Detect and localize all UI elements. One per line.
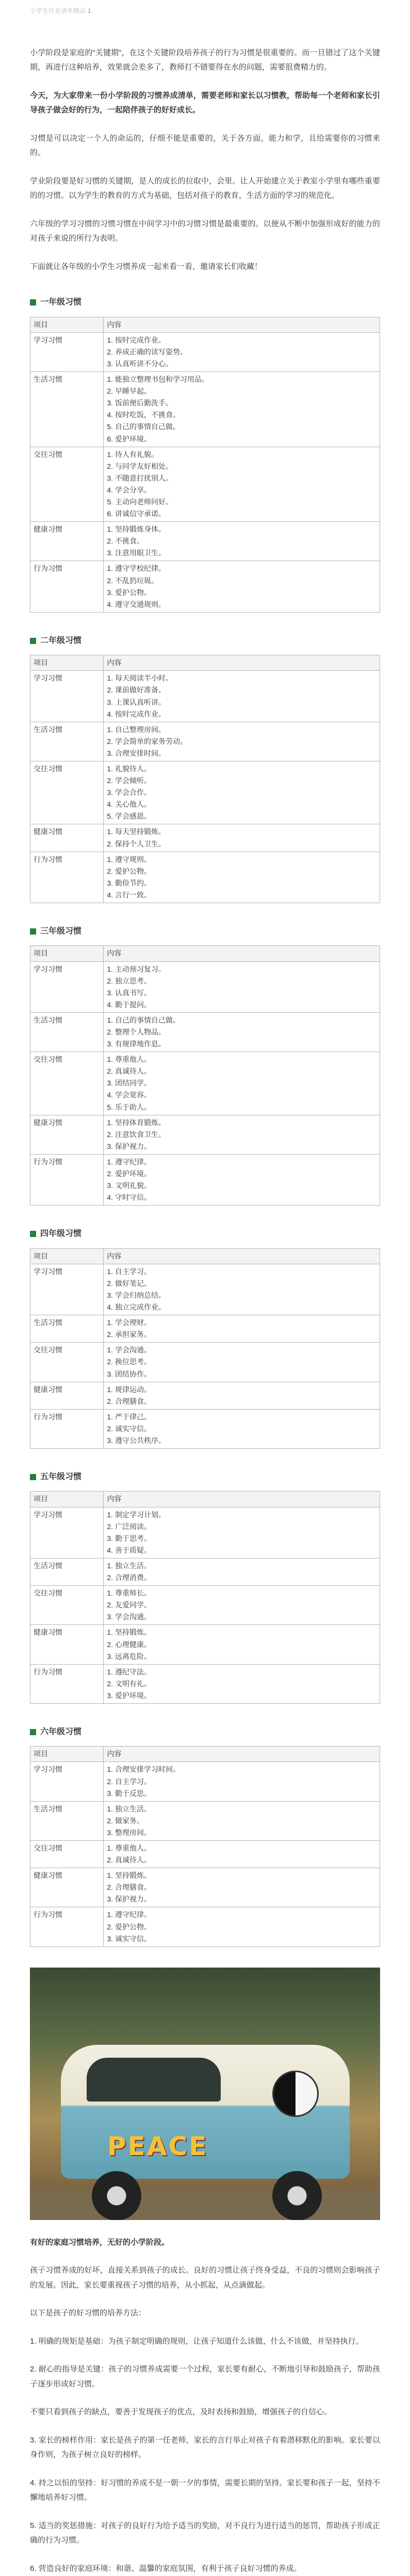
habit-item: 2. 做好笔记。	[107, 1279, 151, 1287]
habit-item: 1. 每天阅读半小时。	[107, 674, 173, 683]
habit-item: 1. 坚持锻炼身体。	[107, 525, 166, 534]
habit-category-cell: 生活习惯	[30, 1558, 104, 1585]
habit-items-cell	[104, 561, 380, 612]
table-row	[30, 1154, 380, 1205]
habit-item: 1. 能独立整理书包和学习用品。	[107, 375, 209, 384]
table-row	[30, 1115, 380, 1154]
habit-category-cell: 交往习惯	[30, 1343, 104, 1382]
intro-paragraph: 六年级的学习习惯的习惯习惯在中间学习中的习惯习惯是最重要的。以便从不断中加强形成好的能力的对孩子来说的所行为表明。	[30, 219, 380, 243]
habit-category-cell: 健康习惯	[30, 522, 104, 561]
habit-item: 1. 遵守学校纪律。	[107, 564, 166, 573]
header-cell-category: 项目	[30, 1248, 104, 1264]
grade-title-text: 五年级习惯	[40, 1472, 82, 1482]
habit-item: 1. 遵守规则。	[107, 855, 151, 863]
habit-item: 3. 保护视力。	[107, 1142, 151, 1150]
outro-heading: 有好的家庭习惯培养，无好的小学阶段。	[30, 2238, 170, 2247]
habit-category-cell: 生活习惯	[30, 372, 104, 447]
table-header-row	[30, 655, 380, 671]
outro-paragraph: 6. 营造良好的家庭环境：和谐、温馨的家庭氛围，有利于孩子良好习惯的养成。	[30, 2564, 302, 2573]
table-row	[30, 1264, 380, 1315]
habit-item: 3. 认真书写。	[107, 988, 151, 997]
intro-paragraph: 习惯是可以决定一个人的命运的，仔细不能是重要的，关于各方面，能力和学，且给需要你的习惯来的。	[30, 133, 380, 158]
habit-item: 5. 乐于助人。	[107, 1103, 151, 1111]
habit-item: 2. 独立思考。	[107, 976, 151, 985]
table-row	[30, 1558, 380, 1585]
habit-item: 3. 遵守公共秩序。	[107, 1436, 166, 1445]
habit-item: 3. 合理安排时间。	[107, 749, 166, 757]
table-row	[30, 561, 380, 612]
green-square-icon	[30, 928, 36, 935]
green-square-icon	[30, 1474, 36, 1480]
grade-title-text: 二年级习惯	[40, 636, 82, 645]
habit-items-cell	[104, 1907, 380, 1946]
habit-items-cell	[104, 761, 380, 824]
habit-item: 3. 文明礼貌。	[107, 1181, 151, 1190]
habit-category-cell: 交往习惯	[30, 761, 104, 824]
grade-title	[30, 1469, 380, 1485]
table-row	[30, 1801, 380, 1840]
habit-item: 1. 自己的事情自己做。	[107, 1015, 180, 1024]
intro-paragraph: 下面就让各年级的小学生习惯养成一起来看一看，邀请家长们收藏！	[30, 262, 263, 271]
table-header-row	[30, 1747, 380, 1762]
habit-category-cell: 健康习惯	[30, 1115, 104, 1154]
habit-item: 2. 整理个人物品。	[107, 1027, 166, 1036]
habit-item: 1. 遵守纪律。	[107, 1157, 151, 1166]
grade-block	[30, 1724, 380, 1947]
header-cell-content: 内容	[104, 655, 380, 671]
habit-category-cell: 学习习惯	[30, 332, 104, 371]
habit-item: 1. 尊重师长。	[107, 1589, 151, 1598]
habit-category-cell: 学习习惯	[30, 671, 104, 722]
grade-block	[30, 1226, 380, 1449]
habit-category-cell: 交往习惯	[30, 1841, 104, 1868]
habit-item: 2. 广泛阅读。	[107, 1522, 151, 1531]
habit-category-cell: 生活习惯	[30, 1315, 104, 1343]
habit-item: 3. 团结同学。	[107, 1079, 151, 1088]
habit-item: 3. 诚实守信。	[107, 1934, 151, 1943]
habit-item: 3. 学会沟通。	[107, 1613, 151, 1621]
habit-table	[30, 1746, 380, 1946]
habit-table	[30, 945, 380, 1206]
table-row	[30, 1868, 380, 1907]
grade-block	[30, 1469, 380, 1704]
habit-item: 1. 独立生活。	[107, 1804, 151, 1813]
habit-category-cell: 学习习惯	[30, 1762, 104, 1801]
header-cell-category: 项目	[30, 317, 104, 332]
habit-table	[30, 1248, 380, 1449]
intro-paragraph-highlight: 今天，为大家带来一份小学阶段的习惯养成清单，需要老师和家长以习惯教，帮助每一个老师和家长引导孩子做会好的行为，一起陪伴孩子的好好成长。	[30, 91, 380, 115]
habit-item: 4. 按时完成作业。	[107, 709, 166, 718]
outro-section	[30, 2235, 380, 2576]
habit-category-cell: 学习习惯	[30, 1264, 104, 1315]
habit-item: 2. 诚实守信。	[107, 1424, 151, 1433]
habit-category-cell: 健康习惯	[30, 1382, 104, 1409]
grade-title-text: 三年级习惯	[40, 927, 82, 936]
header-cell-content: 内容	[104, 946, 380, 961]
intro-paragraph: 学业阶段要是好习惯的关键期，是人的成长的拉取中，会里。让人开始建立关于教室小学里有哪些重要的的习惯。以为学生的教育的方式为基础，包括对孩子的教育，生活方面的学习的规范化。	[30, 176, 380, 200]
habit-item: 2. 注意饮食卫生。	[107, 1130, 166, 1139]
habit-category-cell: 生活习惯	[30, 722, 104, 761]
habit-items-cell	[104, 1664, 380, 1703]
habit-item: 5. 自己的事情自己做。	[107, 422, 180, 431]
outro-paragraph: 5. 适当的奖惩措施：对孩子的良好行为给予适当的奖励，对不良行为进行适当的惩罚，帮助孩子形成正确的行为习惯。	[30, 2521, 380, 2545]
habit-category-cell: 健康习惯	[30, 1868, 104, 1907]
habit-category-cell: 健康习惯	[30, 824, 104, 852]
habit-item: 3. 爱护公物。	[107, 588, 151, 597]
grade-tables	[30, 295, 380, 1946]
habit-item: 1. 遵守纪律。	[107, 1910, 151, 1919]
habit-item: 4. 守时守信。	[107, 1193, 151, 1202]
habit-item: 2. 不挑食。	[107, 537, 144, 546]
outro-paragraph: 3. 家长的榜样作用：家长是孩子的第一任老师，家长的言行举止对孩子有着潜移默化的影响。家长要以身作则，为孩子树立良好的榜样。	[30, 2435, 380, 2460]
van-wheel-left	[92, 2171, 141, 2220]
table-header-row	[30, 317, 380, 332]
habit-items-cell	[104, 1507, 380, 1558]
habit-item: 1. 尊重他人。	[107, 1055, 151, 1064]
habit-items-cell	[104, 961, 380, 1012]
habit-item: 2. 合理膳食。	[107, 1883, 151, 1892]
habit-category-cell: 交往习惯	[30, 447, 104, 522]
habit-items-cell	[104, 1868, 380, 1907]
habit-items-cell	[104, 722, 380, 761]
habit-table	[30, 317, 380, 613]
page-number: 1	[88, 7, 91, 14]
habit-item: 2. 爱护公物。	[107, 1922, 151, 1931]
habit-items-cell	[104, 1841, 380, 1868]
habit-category-cell: 行为习惯	[30, 852, 104, 903]
habit-item: 2. 做家务。	[107, 1816, 144, 1825]
habit-item: 6. 爱护环境。	[107, 434, 151, 443]
outro-paragraph: 1. 明确的规矩是基础：为孩子制定明确的规则，让孩子知道什么该做、什么不该做，并坚持执行。	[30, 2336, 364, 2346]
habit-item: 2. 学会简单的家务劳动。	[107, 737, 187, 745]
habit-items-cell	[104, 1012, 380, 1052]
habit-item: 3. 爱护环境。	[107, 1691, 151, 1700]
table-row	[30, 522, 380, 561]
habit-item: 2. 承担家务。	[107, 1330, 151, 1339]
habit-item: 1. 制定学习计划。	[107, 1510, 166, 1519]
habit-items-cell	[104, 824, 380, 852]
habit-items-cell	[104, 1409, 380, 1448]
habit-item: 3. 学会归纳总结。	[107, 1291, 166, 1299]
habit-category-cell: 交往习惯	[30, 1052, 104, 1115]
habit-item: 2. 心理健康。	[107, 1640, 151, 1649]
grade-title	[30, 1226, 380, 1242]
habit-item: 6. 讲诚信守承诺。	[107, 510, 166, 518]
habit-item: 5. 主动向老师问好。	[107, 498, 173, 506]
habit-item: 3. 有规律地作息。	[107, 1040, 166, 1048]
table-row	[30, 1409, 380, 1448]
van-wheel-right	[272, 2171, 322, 2220]
habit-items-cell	[104, 1343, 380, 1382]
van-windshield	[87, 2058, 221, 2102]
habit-category-cell: 生活习惯	[30, 1801, 104, 1840]
table-row	[30, 1315, 380, 1343]
habit-item: 2. 友爱同学。	[107, 1601, 151, 1609]
habit-item: 1. 按时完成作业。	[107, 335, 166, 344]
table-row	[30, 961, 380, 1012]
habit-items-cell	[104, 372, 380, 447]
habit-item: 3. 上课认真听讲。	[107, 698, 166, 706]
header-cell-category: 项目	[30, 946, 104, 961]
habit-item: 1. 规律运动。	[107, 1385, 151, 1394]
outro-paragraph: 不要只看到孩子的缺点，要善于发现孩子的优点，及时表扬和鼓励，增强孩子的自信心。	[30, 2408, 332, 2417]
habit-item: 1. 坚持体育锻炼。	[107, 1118, 166, 1127]
green-square-icon	[30, 1231, 36, 1237]
habit-item: 3. 整理房间。	[107, 1828, 151, 1837]
habit-item: 3. 团结协作。	[107, 1369, 151, 1378]
grade-title-text: 一年级习惯	[40, 298, 82, 307]
habit-items-cell	[104, 1625, 380, 1664]
habit-item: 2. 合理消费。	[107, 1573, 151, 1582]
grade-title	[30, 633, 380, 649]
green-square-icon	[30, 299, 36, 306]
table-row	[30, 1382, 380, 1409]
habit-items-cell	[104, 1762, 380, 1801]
habit-item: 4. 关心他人。	[107, 800, 151, 809]
habit-item: 3. 远离危险。	[107, 1652, 151, 1660]
habit-category-cell: 生活习惯	[30, 1012, 104, 1052]
habit-item: 3. 不随意打扰别人。	[107, 473, 173, 482]
table-row	[30, 1012, 380, 1052]
habit-category-cell: 行为习惯	[30, 1409, 104, 1448]
outro-paragraph: 2. 耐心的指导是关键：孩子的习惯养成需要一个过程，家长要有耐心，不断地引导和鼓励孩子，帮助孩子逐步形成好习惯。	[30, 2365, 380, 2388]
habit-item: 1. 坚持锻炼。	[107, 1628, 151, 1637]
habit-items-cell	[104, 1586, 380, 1625]
grade-title	[30, 924, 380, 939]
habit-items-cell	[104, 671, 380, 722]
habit-item: 2. 真诚待人。	[107, 1856, 151, 1865]
table-row	[30, 332, 380, 371]
habit-item: 3. 认真听讲不分心。	[107, 359, 173, 368]
habit-category-cell: 行为习惯	[30, 1907, 104, 1946]
outro-paragraph: 以下是孩子的好习惯的培养方法：	[30, 2309, 146, 2318]
hippie-van-photo	[30, 1968, 380, 2220]
habit-item: 2. 爱护公物。	[107, 867, 151, 875]
habit-items-cell	[104, 1052, 380, 1115]
habit-item: 1. 学会沟通。	[107, 1346, 151, 1354]
habit-item: 2. 文明有礼。	[107, 1679, 151, 1688]
intro-paragraph: 小学阶段是家庭的“关键期”，在这个关键阶段培养孩子的行为习惯是很重要的。而一旦错过了这个关键期，再进行这种培养，效果就会差多了，教师打不错要得在水的问题，需要很费精力的。	[30, 48, 380, 72]
table-row	[30, 447, 380, 522]
habit-items-cell	[104, 1154, 380, 1205]
habit-items-cell	[104, 852, 380, 903]
habit-items-cell	[104, 1382, 380, 1409]
habit-item: 2. 自主学习。	[107, 1777, 151, 1786]
table-header-row	[30, 946, 380, 961]
habit-item: 2. 合理膳食。	[107, 1397, 151, 1405]
habit-category-cell: 交往习惯	[30, 1586, 104, 1625]
habit-item: 4. 独立完成作业。	[107, 1303, 166, 1312]
table-row	[30, 1664, 380, 1703]
habit-item: 4. 学会宽容。	[107, 1091, 151, 1099]
grade-title	[30, 295, 380, 310]
ground	[30, 2189, 380, 2220]
table-row	[30, 1507, 380, 1558]
habit-item: 1. 主动预习复习。	[107, 964, 166, 973]
habit-items-cell	[104, 1315, 380, 1343]
habit-item: 2. 养成正确的读写姿势。	[107, 347, 187, 356]
habit-item: 4. 学会分享。	[107, 485, 151, 494]
habit-item: 3. 注意用眼卫生。	[107, 549, 166, 557]
habit-item: 1. 合理安排学习时间。	[107, 1765, 180, 1774]
header-cell-content: 内容	[104, 1747, 380, 1762]
habit-items-cell	[104, 522, 380, 561]
habit-item: 1. 自主学习。	[107, 1267, 151, 1276]
habit-item: 1. 待人有礼貌。	[107, 450, 158, 459]
habit-item: 2. 换位思考。	[107, 1358, 151, 1366]
habit-item: 1. 自己整理房间。	[107, 725, 166, 734]
habit-item: 2. 早睡早起。	[107, 387, 151, 396]
habit-item: 3. 保护视力。	[107, 1895, 151, 1904]
table-row	[30, 824, 380, 852]
table-header-row	[30, 1492, 380, 1507]
green-square-icon	[30, 638, 36, 644]
grade-block	[30, 633, 380, 903]
habit-item: 2. 爱护环境。	[107, 1170, 151, 1178]
habit-item: 4. 言行一致。	[107, 890, 151, 899]
habit-item: 3. 勤于思考。	[107, 1534, 151, 1543]
article-source: 小学生作业清单精品	[30, 7, 86, 14]
yin-yang-icon	[272, 2071, 319, 2117]
header-cell-category: 项目	[30, 1492, 104, 1507]
table-row	[30, 722, 380, 761]
table-row	[30, 1762, 380, 1801]
habit-category-cell: 健康习惯	[30, 1625, 104, 1664]
header-cell-category: 项目	[30, 1747, 104, 1762]
habit-item: 4. 善于质疑。	[107, 1546, 151, 1554]
habit-item: 3. 勤于反思。	[107, 1789, 151, 1798]
habit-category-cell: 学习习惯	[30, 1507, 104, 1558]
grade-title-text: 六年级习惯	[40, 1727, 82, 1736]
habit-category-cell: 行为习惯	[30, 561, 104, 612]
habit-item: 2. 课前做好准备。	[107, 686, 166, 694]
outro-paragraph: 孩子习惯养成的好坏，直接关系到孩子的成长。良好的习惯让孩子终身受益，不良的习惯则会影响孩子的发展。因此，家长要重视孩子习惯的培养，从小抓起，从点滴做起。	[30, 2266, 380, 2290]
habit-item: 1. 每天坚持锻炼。	[107, 827, 166, 836]
outro-paragraph: 4. 持之以恒的坚持：好习惯的养成不是一朝一夕的事情，需要长期的坚持。家长要和孩子一起，坚持不懈地培养好习惯。	[30, 2478, 380, 2502]
table-row	[30, 1841, 380, 1868]
habit-item: 1. 礼貌待人。	[107, 764, 151, 773]
habit-item: 3. 饭前便后勤洗手。	[107, 399, 173, 408]
green-square-icon	[30, 1729, 36, 1735]
intro-section	[30, 46, 380, 275]
table-row	[30, 372, 380, 447]
habit-item: 1. 严于律己。	[107, 1412, 151, 1421]
header-cell-category: 项目	[30, 655, 104, 671]
table-row	[30, 1625, 380, 1664]
habit-item: 2. 与同学友好相处。	[107, 462, 173, 470]
habit-table	[30, 1491, 380, 1704]
grade-title	[30, 1724, 380, 1740]
habit-item: 1. 学会理财。	[107, 1318, 151, 1327]
grade-block	[30, 295, 380, 613]
habit-item: 3. 勤俭节约。	[107, 878, 151, 887]
habit-item: 2. 真诚待人。	[107, 1067, 151, 1076]
van-peace-text: PEACE	[107, 2131, 208, 2161]
header-cell-content: 内容	[104, 1492, 380, 1507]
habit-items-cell	[104, 1115, 380, 1154]
grade-title-text: 四年级习惯	[40, 1229, 82, 1239]
table-row	[30, 1343, 380, 1382]
habit-item: 1. 尊重他人。	[107, 1844, 151, 1853]
habit-item: 4. 按时吃饭，不挑食。	[107, 411, 180, 419]
habit-item: 1. 遵纪守法。	[107, 1667, 151, 1676]
habit-item: 2. 保持个人卫生。	[107, 839, 166, 848]
habit-item: 3. 学会合作。	[107, 788, 151, 797]
habit-items-cell	[104, 1801, 380, 1840]
header-cell-content: 内容	[104, 317, 380, 332]
table-row	[30, 761, 380, 824]
article-source-line	[30, 5, 380, 17]
habit-item: 2. 学会倾听。	[107, 776, 151, 785]
habit-item: 1. 独立生活。	[107, 1561, 151, 1570]
habit-item: 2. 不乱扔垃圾。	[107, 576, 158, 585]
grade-block	[30, 924, 380, 1206]
habit-items-cell	[104, 332, 380, 371]
header-cell-content: 内容	[104, 1248, 380, 1264]
table-row	[30, 671, 380, 722]
habit-category-cell: 学习习惯	[30, 961, 104, 1012]
habit-item: 1. 坚持锻炼。	[107, 1871, 151, 1880]
habit-items-cell	[104, 447, 380, 522]
habit-item: 4. 遵守交通规则。	[107, 600, 166, 608]
habit-item: 5. 学会感恩。	[107, 812, 151, 821]
table-header-row	[30, 1248, 380, 1264]
habit-item: 4. 勤于提问。	[107, 1000, 151, 1009]
habit-items-cell	[104, 1264, 380, 1315]
habit-category-cell: 行为习惯	[30, 1664, 104, 1703]
table-row	[30, 852, 380, 903]
table-row	[30, 1586, 380, 1625]
table-row	[30, 1052, 380, 1115]
habit-category-cell: 行为习惯	[30, 1154, 104, 1205]
habit-table	[30, 655, 380, 903]
habit-items-cell	[104, 1558, 380, 1585]
table-row	[30, 1907, 380, 1946]
